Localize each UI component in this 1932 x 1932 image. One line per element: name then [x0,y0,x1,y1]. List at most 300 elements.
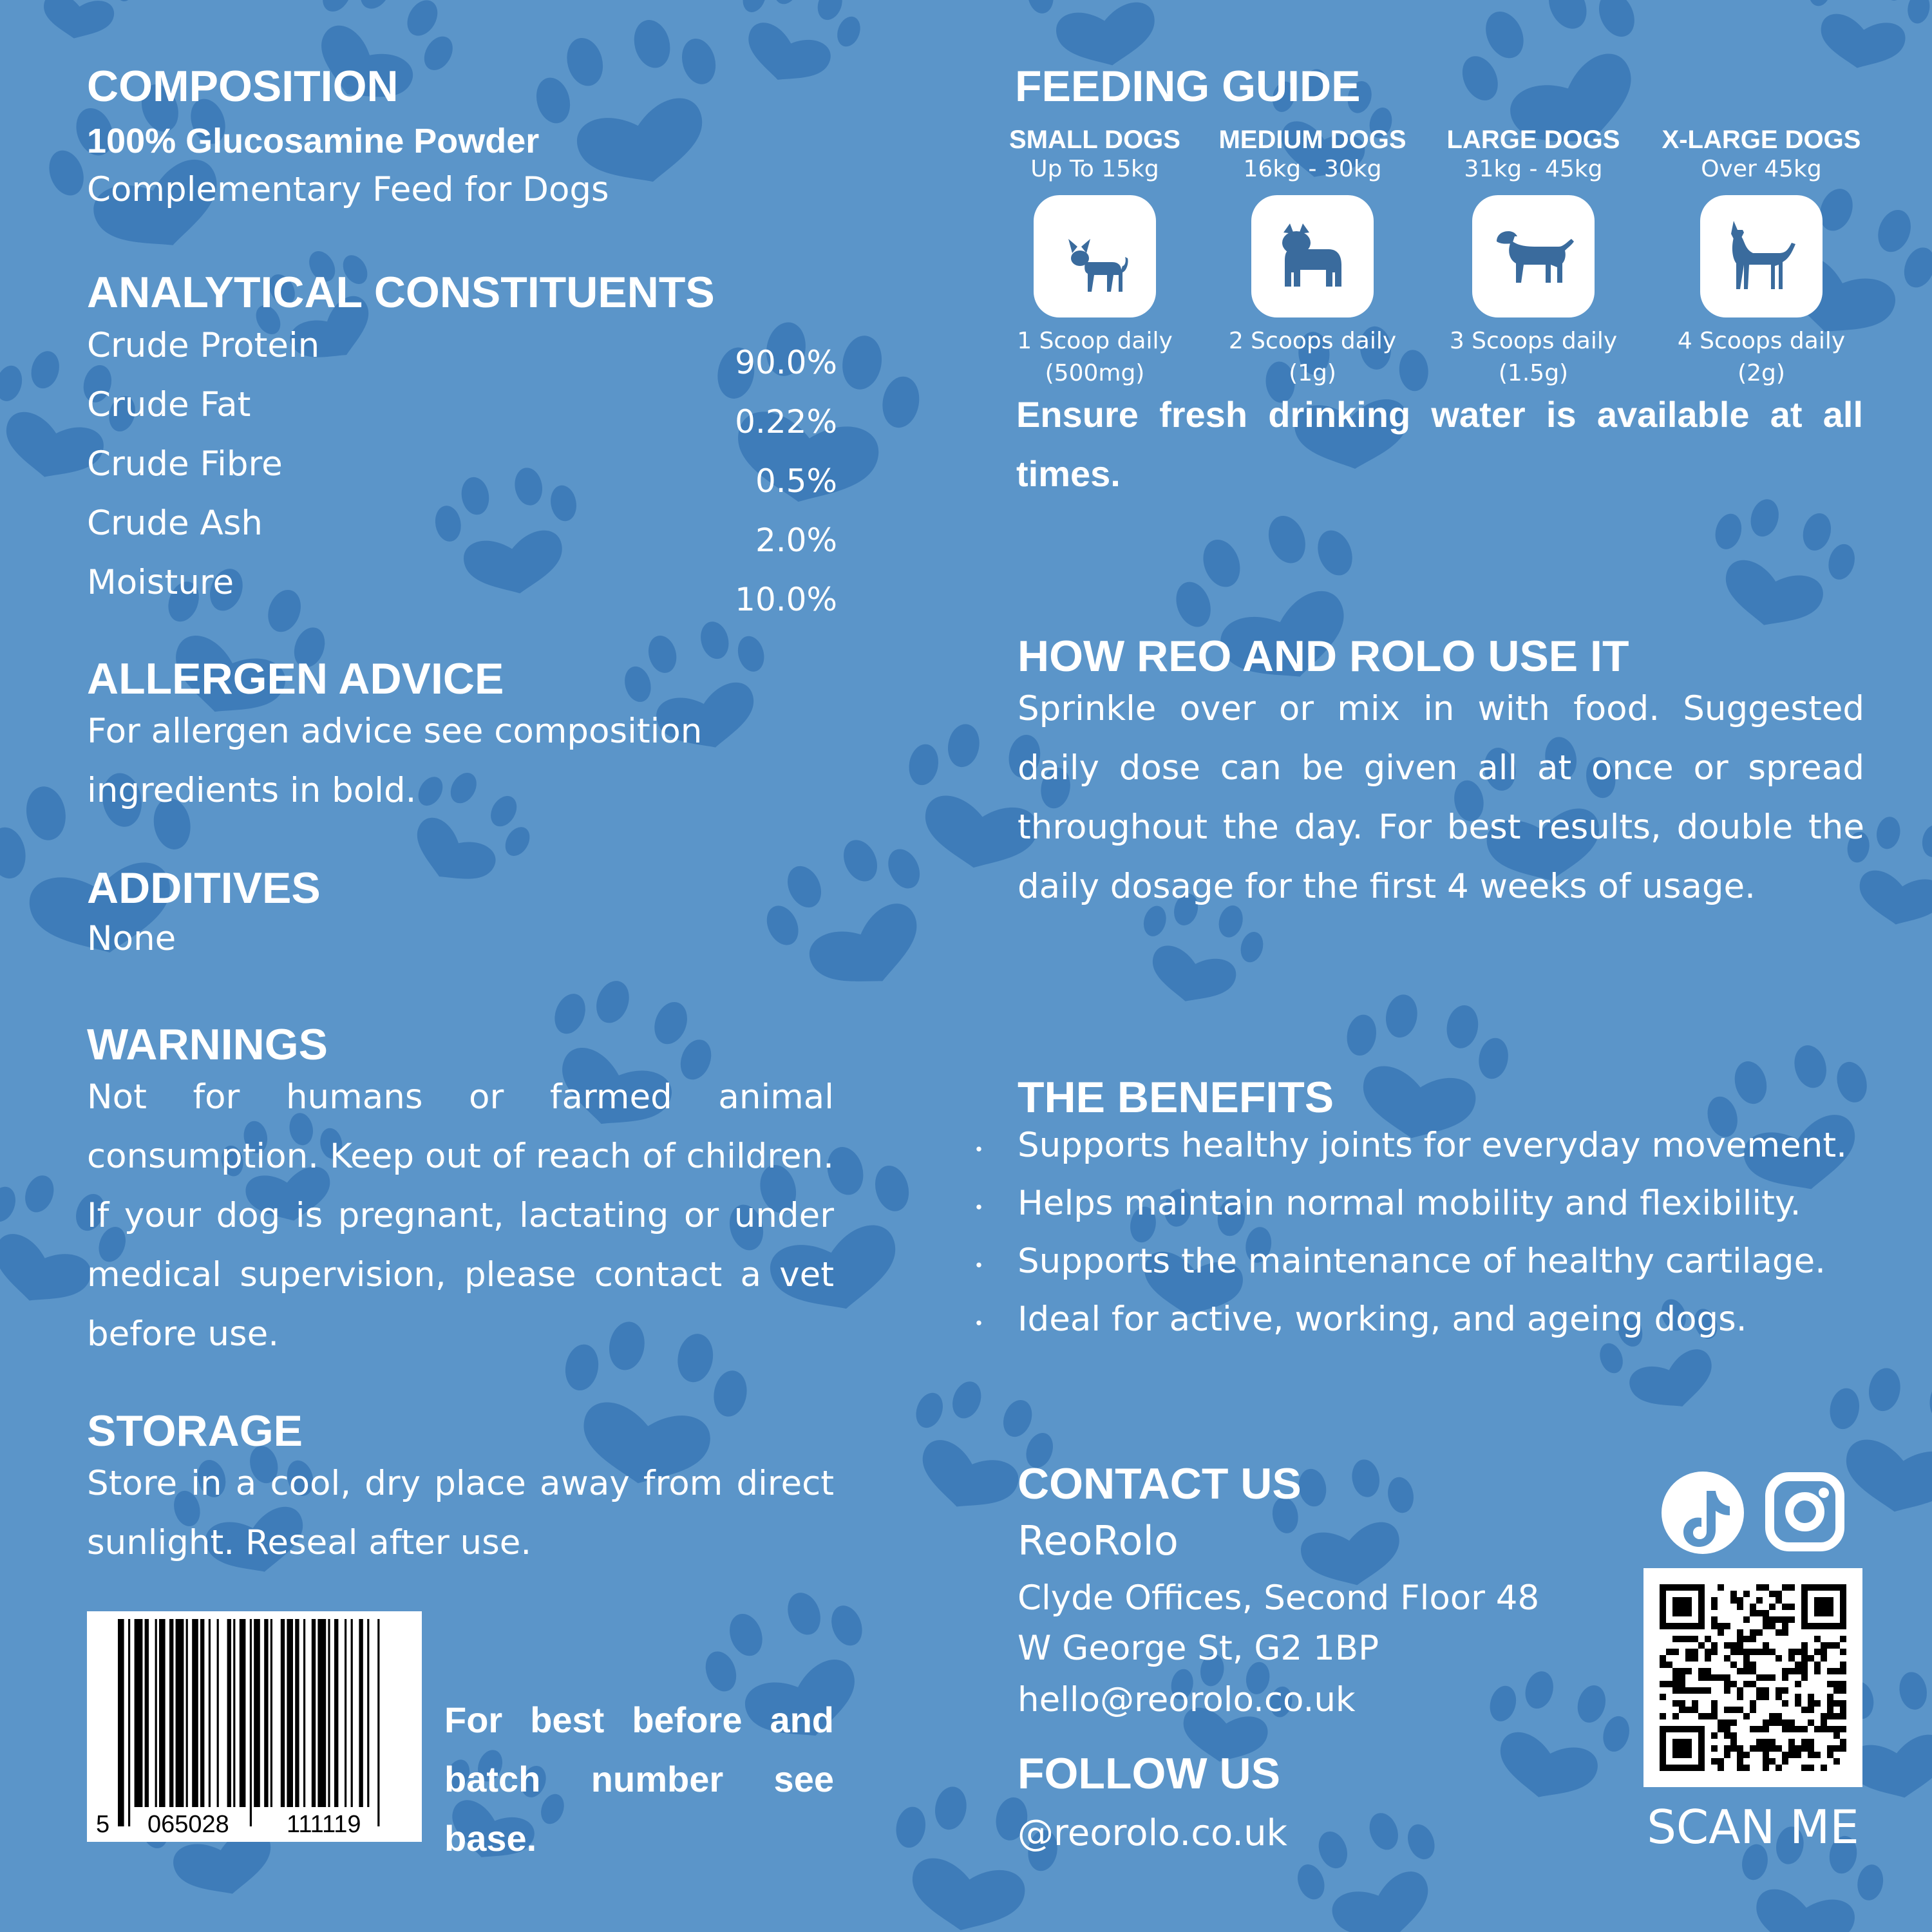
qr-module [1801,1707,1808,1713]
barcode-bar [233,1619,235,1807]
qr-module [1724,1681,1730,1687]
labrador-icon [1485,208,1582,305]
qr-module [1718,1629,1724,1636]
qr-module [1801,1649,1808,1655]
barcode-bar [295,1619,299,1807]
qr-module [1840,1662,1846,1668]
qr-module [1718,1674,1724,1681]
qr-module [1795,1694,1801,1700]
composition-section [87,64,609,209]
qr-module [1737,1668,1743,1674]
constituent-value: 0.5% [755,462,837,500]
qr-module [1711,1604,1718,1610]
barcode-digits-left: 065028 [144,1811,233,1839]
qr-module [1827,1681,1833,1687]
qr-module [1763,1584,1769,1591]
instagram-icon[interactable] [1765,1472,1845,1552]
qr-module [1750,1662,1756,1668]
benefit-text: Supports the maintenance of healthy cartilage. [1018,1242,1826,1281]
qr-module [1801,1642,1808,1649]
water-note: Ensure fresh drinking water is available at all times. [1016,394,1863,494]
qr-module [1672,1636,1679,1642]
qr-module [1698,1713,1705,1719]
dog-weight-range: 16kg - 30kg [1243,156,1382,182]
qr-module [1776,1765,1782,1771]
benefits-section [966,1075,1880,1370]
qr-module [1737,1604,1743,1610]
qr-module [1788,1752,1795,1758]
qr-module [1782,1719,1788,1726]
qr-module [1666,1681,1672,1687]
qr-module [1776,1745,1782,1752]
qr-module [1698,1642,1705,1649]
barcode-bar [240,1619,246,1807]
qr-module [1840,1745,1846,1752]
qr-module [1827,1726,1833,1732]
qr-module [1763,1616,1769,1623]
qr-module [1782,1758,1788,1765]
qr-module [1660,1655,1666,1662]
benefit-item [966,1300,1880,1351]
qr-module [1840,1681,1846,1687]
qr-module [1814,1597,1833,1616]
bullet-icon: ・ [966,1193,992,1223]
qr-module [1827,1713,1833,1719]
qr-module [1750,1726,1756,1732]
qr-module [1660,1681,1666,1687]
qr-module [1821,1642,1827,1649]
follow-handle[interactable]: @reorolo.co.uk [1018,1812,1287,1854]
barcode-bar [345,1619,346,1807]
qr-module [1724,1642,1730,1649]
qr-module [1698,1687,1705,1694]
qr-module [1795,1681,1801,1687]
qr-module [1814,1649,1821,1655]
constituent-row [87,444,837,500]
qr-module [1782,1629,1788,1636]
dog-size-name: LARGE DOGS [1446,126,1620,154]
qr-module [1827,1752,1833,1758]
qr-module [1743,1765,1750,1771]
qr-module [1711,1713,1718,1719]
barcode-bar [351,1619,353,1807]
qr-module [1788,1726,1795,1732]
feeding-size-4 [1658,126,1864,390]
barcode-bars [87,1611,422,1842]
qr-module [1763,1745,1769,1752]
qr-module [1711,1623,1718,1629]
qr-module [1833,1681,1840,1687]
qr-module [1730,1732,1737,1739]
qr-module [1808,1765,1814,1771]
qr-module [1840,1707,1846,1713]
dog-dose [1209,325,1416,390]
qr-caption: SCAN ME [1647,1800,1859,1854]
qr-module [1763,1694,1769,1700]
qr-module [1692,1649,1698,1655]
qr-module [1672,1700,1679,1707]
qr-module [1718,1584,1724,1591]
qr-module [1679,1681,1685,1687]
storage-heading: STORAGE [87,1406,303,1455]
qr-module [1666,1649,1672,1655]
qr-module [1801,1745,1808,1752]
qr-module [1679,1636,1685,1642]
barcode-bar [281,1619,285,1807]
qr-module [1833,1726,1840,1732]
qr-module [1672,1687,1679,1694]
qr-module [1718,1719,1724,1726]
qr-module [1801,1655,1808,1662]
qr-module [1769,1739,1776,1745]
qr-module [1814,1662,1821,1668]
qr-module [1833,1700,1840,1707]
qr-module [1795,1752,1801,1758]
barcode-bar [334,1619,338,1807]
qr-module [1685,1649,1692,1655]
qr-module [1724,1655,1730,1662]
qr-module [1685,1687,1692,1694]
follow-section [1018,1749,1597,1854]
tiktok-icon[interactable] [1662,1472,1744,1554]
benefit-item [966,1126,1880,1177]
qr-module [1801,1662,1808,1668]
qr-module [1692,1700,1698,1707]
allergen-section [87,654,837,820]
composition-ingredient: 100% Glucosamine Powder [87,122,540,160]
qr-module [1833,1732,1840,1739]
qr-module [1827,1707,1833,1713]
warnings-text: Not for humans or farmed animal consumption. Keep out of reach of children. If your dog is pregnant, lactating or under medical supervision, please contact a vet before use. [87,1077,834,1354]
qr-module [1743,1662,1750,1668]
qr-module [1705,1713,1711,1719]
qr-module [1776,1629,1782,1636]
barcode-bar [200,1619,204,1807]
qr-module [1801,1674,1808,1681]
qr-module [1724,1623,1730,1629]
qr-module [1763,1610,1769,1616]
additives-section [87,866,321,958]
qr-module [1769,1758,1776,1765]
qr-module [1711,1707,1718,1713]
qr-module [1679,1700,1685,1707]
qr-code[interactable] [1643,1568,1862,1787]
qr-module [1743,1752,1750,1758]
dog-icon-card [1472,195,1595,317]
dog-amount: (1.5g) [1498,360,1569,386]
usage-heading: HOW REO AND ROLO USE IT [1018,632,1629,681]
barcode-bar [328,1619,330,1807]
qr-module [1795,1649,1801,1655]
qr-module [1808,1694,1814,1700]
qr-module [1705,1655,1711,1662]
barcode-bar [227,1619,231,1807]
qr-module [1737,1636,1743,1642]
qr-module [1821,1726,1827,1732]
qr-module [1808,1707,1814,1713]
qr-module [1724,1707,1730,1713]
qr-module [1679,1674,1685,1681]
paw-print [750,820,956,1016]
qr-module [1730,1707,1737,1713]
dog-dose [992,325,1198,390]
qr-module [1795,1745,1801,1752]
qr-module [1698,1668,1705,1674]
barcode-bar [192,1619,198,1807]
qr-module [1743,1636,1750,1642]
qr-module [1840,1739,1846,1745]
barcode-bar [159,1619,166,1807]
qr-module [1743,1649,1750,1655]
qr-module [1737,1649,1743,1655]
dog-weight-range: 31kg - 45kg [1464,156,1603,182]
qr-module [1756,1597,1763,1604]
qr-module [1730,1745,1737,1752]
barcode-bar [254,1619,260,1807]
qr-module [1672,1681,1679,1687]
qr-module [1814,1668,1821,1674]
usage-text: Sprinkle over or mix in with food. Suggested daily dose can be given all at once or spread throughout the day. For best results, double the daily dosage for the first 4 weeks of usage. [1018,689,1864,906]
qr-module [1782,1674,1788,1681]
qr-module [1788,1604,1795,1610]
dog-scoops: 4 Scoops daily [1677,328,1846,354]
best-before-note: For best before and batch number see base. [444,1700,834,1859]
feeding-size-1 [992,126,1198,390]
barcode-bar [128,1619,130,1826]
qr-module [1776,1687,1782,1694]
qr-module [1840,1713,1846,1719]
qr-module [1750,1610,1756,1616]
qr-module [1718,1623,1724,1629]
qr-module [1724,1745,1730,1752]
feeding-size-3 [1430,126,1636,390]
barcode-bar [367,1619,369,1807]
qr-module [1821,1655,1827,1662]
qr-module [1705,1649,1711,1655]
qr-module [1756,1649,1763,1655]
qr-module [1672,1713,1679,1719]
barcode-bar [359,1619,363,1807]
contact-heading: CONTACT US [1018,1459,1302,1508]
storage-text: Store in a cool, dry place away from direct sunlight. Reseal after use. [87,1464,834,1562]
qr-module [1821,1765,1827,1771]
qr-module [1756,1629,1763,1636]
qr-module [1788,1739,1795,1745]
qr-module [1692,1687,1698,1694]
qr-module [1782,1604,1788,1610]
barcode-bar [377,1619,379,1826]
qr-module [1827,1694,1833,1700]
barcode-bar [264,1619,268,1807]
qr-module [1756,1726,1763,1732]
qr-module [1730,1597,1737,1604]
constituent-value: 90.0% [735,344,837,381]
dog-scoops: 1 Scoop daily [1017,328,1173,354]
qr-module [1769,1604,1776,1610]
qr-module [1833,1668,1840,1674]
constituent-name: Crude Fibre [87,444,283,484]
qr-module [1776,1591,1782,1597]
barcode-bar [287,1619,293,1807]
qr-module [1724,1752,1730,1758]
dog-icon-card [1700,195,1823,317]
benefit-item [966,1184,1880,1235]
qr-module [1788,1584,1795,1591]
qr-module [1672,1597,1692,1616]
great-dane-icon [1713,208,1810,305]
qr-module [1833,1758,1840,1765]
barcode-bar [176,1619,184,1807]
qr-module [1821,1713,1827,1719]
qr-module [1827,1642,1833,1649]
qr-module [1666,1662,1672,1668]
qr-module [1730,1642,1737,1649]
feeding-sizes [992,126,1893,386]
paw-print [24,0,139,47]
qr-module [1763,1726,1769,1732]
qr-module [1692,1655,1698,1662]
qr-module [1750,1707,1756,1713]
qr-module [1769,1591,1776,1597]
qr-module [1769,1674,1776,1681]
qr-module [1782,1584,1788,1591]
qr-module [1821,1719,1827,1726]
qr-module [1743,1713,1750,1719]
qr-module [1808,1739,1814,1745]
qr-module [1776,1655,1782,1662]
barcode-bar [118,1619,124,1826]
qr-module [1743,1616,1750,1623]
qr-module [1808,1700,1814,1707]
qr-module [1711,1758,1718,1765]
qr-module [1672,1668,1679,1674]
qr-module [1782,1752,1788,1758]
constituent-name: Crude Fat [87,385,251,424]
usage-section [1018,634,1864,916]
qr-module [1737,1752,1743,1758]
qr-module [1660,1713,1666,1719]
qr-module [1737,1707,1743,1713]
barcode-bar [317,1619,326,1807]
dog-size-name: MEDIUM DOGS [1218,126,1406,154]
qr-module [1685,1636,1692,1642]
qr-module [1808,1745,1814,1752]
qr-module [1833,1642,1840,1649]
dog-size-name: SMALL DOGS [1009,126,1180,154]
qr-module [1782,1668,1788,1674]
qr-module [1737,1745,1743,1752]
qr-module [1660,1662,1666,1668]
qr-module [1840,1668,1846,1674]
barcode-bar [145,1619,149,1807]
dog-amount: (1g) [1289,360,1336,386]
qr-module [1679,1668,1685,1674]
qr-module [1756,1687,1763,1694]
qr-module [1711,1745,1718,1752]
dog-size-name: X-LARGE DOGS [1662,126,1861,154]
contact-email[interactable]: hello@reorolo.co.uk [1018,1680,1356,1719]
benefit-text: Supports healthy joints for everyday movement. [1018,1126,1847,1165]
feeding-size-2 [1209,126,1416,390]
qr-module [1795,1700,1801,1707]
bullet-icon: ・ [966,1309,992,1339]
qr-module [1801,1739,1808,1745]
qr-module [1737,1694,1743,1700]
qr-module [1776,1597,1782,1604]
contact-section [1018,1459,1597,1727]
dog-scoops: 3 Scoops daily [1449,328,1618,354]
qr-module [1705,1668,1711,1674]
qr-module [1788,1745,1795,1752]
qr-module [1788,1719,1795,1726]
barcode-bar [186,1619,188,1807]
dog-scoops: 2 Scoops daily [1228,328,1397,354]
qr-module [1821,1649,1827,1655]
qr-module [1685,1668,1692,1674]
qr-module [1763,1623,1769,1629]
qr-module [1801,1668,1808,1674]
qr-module [1769,1719,1776,1726]
constituent-row [87,385,837,440]
qr-module [1840,1726,1846,1732]
qr-module [1756,1739,1763,1745]
constituent-name: Crude Ash [87,504,263,543]
qr-module [1814,1726,1821,1732]
qr-module [1808,1719,1814,1726]
dog-dose [1430,325,1636,390]
allergen-text: For allergen advice see composition ingredients in bold. [87,712,703,810]
qr-module [1769,1616,1776,1623]
qr-module [1705,1687,1711,1694]
qr-module [1672,1739,1692,1758]
constituent-value: 0.22% [735,403,837,440]
qr-module [1737,1765,1743,1771]
dog-icon-card [1034,195,1156,317]
qr-module [1737,1642,1743,1649]
storage-section [87,1406,834,1573]
feeding-section [1011,62,1868,111]
bullet-icon: ・ [966,1251,992,1281]
barcode [87,1611,422,1842]
qr-module [1679,1707,1685,1713]
qr-module [1692,1636,1698,1642]
composition-heading: COMPOSITION [87,62,399,111]
qr-module [1763,1719,1769,1726]
qr-module [1711,1649,1718,1655]
qr-module [1743,1591,1750,1597]
qr-module [1840,1687,1846,1694]
bullet-icon: ・ [966,1135,992,1165]
qr-module [1814,1752,1821,1758]
qr-module [1730,1719,1737,1726]
qr-module [1660,1694,1666,1700]
qr-module [1782,1700,1788,1707]
qr-module [1840,1649,1846,1655]
qr-module [1776,1719,1782,1726]
qr-module [1756,1584,1763,1591]
qr-module [1737,1758,1743,1765]
qr-module [1711,1700,1718,1707]
qr-module [1782,1726,1788,1732]
dog-amount: (500mg) [1045,360,1145,386]
qr-module [1743,1655,1750,1662]
qr-module [1724,1719,1730,1726]
qr-module [1672,1674,1679,1681]
paw-print [1695,488,1864,643]
qr-module [1724,1674,1730,1681]
benefit-item [966,1242,1880,1293]
barcode-digit-lead: 5 [96,1811,110,1838]
